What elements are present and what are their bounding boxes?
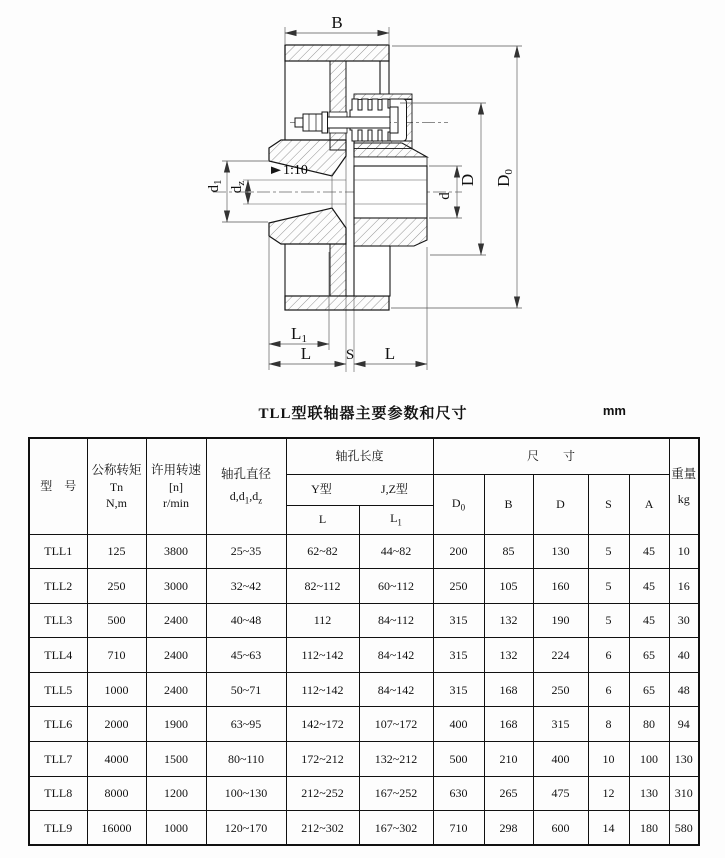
table-cell: 1900 [146, 707, 206, 742]
table-cell: 80 [629, 707, 669, 742]
header-torque-line3: N,m [106, 495, 127, 510]
table-cell: 50~71 [206, 672, 286, 707]
table-cell: 1500 [146, 742, 206, 777]
table-cell: 1000 [146, 811, 206, 846]
table-cell: 130 [669, 742, 699, 777]
header-dim-a: A [629, 474, 669, 534]
table-cell: 16 [669, 569, 699, 604]
table-cell: 112~142 [286, 672, 359, 707]
table-cell: 65 [629, 638, 669, 673]
table-row [29, 638, 699, 673]
table-cell: 82~112 [286, 569, 359, 604]
table-row [29, 672, 699, 707]
table-cell: 107~172 [359, 707, 433, 742]
header-speed-line3: r/min [163, 495, 189, 510]
header-weight [669, 438, 699, 534]
table-cell: 167~302 [359, 811, 433, 846]
bolt-end [295, 118, 303, 127]
table-cell: 84~142 [359, 672, 433, 707]
table-cell: 265 [484, 776, 533, 811]
table-cell: 315 [533, 707, 588, 742]
table-cell: 212~252 [286, 776, 359, 811]
table-cell: 400 [433, 707, 484, 742]
table-cell: 5 [588, 603, 629, 638]
table-cell: 210 [484, 742, 533, 777]
header-weight-line2: kg [677, 491, 690, 506]
table-cell: 190 [533, 603, 588, 638]
table-cell: 16000 [87, 811, 146, 846]
dim-label-d-bore: d [437, 192, 453, 200]
header-torque-line2: Tn [109, 479, 124, 494]
dim-label-dz: $d_z$ [229, 180, 247, 194]
dim-label-l-left: L [300, 344, 312, 363]
table-row [29, 534, 699, 569]
table-row [29, 707, 699, 742]
table-cell: 4000 [87, 742, 146, 777]
table-cell: 10 [588, 742, 629, 777]
header-speed [146, 438, 206, 534]
table-cell: 25~35 [206, 534, 286, 569]
table-cell: 475 [533, 776, 588, 811]
table-cell: 48 [669, 672, 699, 707]
table-row [29, 603, 699, 638]
table-cell: 6 [588, 638, 629, 673]
table-cell: 105 [484, 569, 533, 604]
header-bore-diameter-line2: $d,d_1,d_z$ [229, 489, 263, 506]
header-dim-d: D [533, 474, 588, 534]
table-cell: 100 [629, 742, 669, 777]
table-cell: 40 [669, 638, 699, 673]
table-cell: 500 [87, 603, 146, 638]
coupling-section-drawing [0, 0, 725, 398]
table-cell: 168 [484, 672, 533, 707]
table-cell: 250 [87, 569, 146, 604]
table-cell: 315 [433, 603, 484, 638]
table-cell: 250 [433, 569, 484, 604]
table-cell: 2400 [146, 603, 206, 638]
table-cell: 80~110 [206, 742, 286, 777]
table-row [29, 811, 699, 846]
table-cell: TLL3 [29, 603, 87, 638]
table-cell: 3000 [146, 569, 206, 604]
table-cell: 8000 [87, 776, 146, 811]
dim-label-l1: L1 [291, 324, 307, 345]
dim-label-d1: $d_1$ [206, 179, 224, 193]
header-row-1 [29, 438, 699, 474]
table-cell: 1200 [146, 776, 206, 811]
table-cell: 172~212 [286, 742, 359, 777]
table-cell: 132~212 [359, 742, 433, 777]
table-cell: 62~82 [286, 534, 359, 569]
table-caption-row [28, 402, 698, 426]
table-cell: 44~82 [359, 534, 433, 569]
header-speed-line1: 许用转速 [150, 462, 201, 477]
sleeve-cap [390, 99, 407, 141]
header-dim-b: B [484, 474, 533, 534]
table-cell: 3800 [146, 534, 206, 569]
table-cell: 84~112 [359, 603, 433, 638]
table-cell: 132 [484, 603, 533, 638]
table-cell: TLL2 [29, 569, 87, 604]
table-row [29, 569, 699, 604]
table-cell: 710 [433, 811, 484, 846]
table-cell: 112~142 [286, 638, 359, 673]
table-cell: 94 [669, 707, 699, 742]
header-bore-diameter [206, 438, 286, 534]
table-cell: 32~42 [206, 569, 286, 604]
table-cell: 130 [533, 534, 588, 569]
table-cell: 212~302 [286, 811, 359, 846]
header-bore-length: 轴孔长度 [286, 438, 433, 474]
header-len-l1: $L_1$ [359, 505, 433, 534]
table-cell: 580 [669, 811, 699, 846]
taper-arrow-icon [271, 167, 281, 175]
table-cell: 40~48 [206, 603, 286, 638]
dim-label-d-outer: D [458, 173, 477, 187]
header-model: 型 号 [29, 438, 87, 534]
table-cell: 130 [629, 776, 669, 811]
dim-label-l-right: L [384, 344, 396, 363]
table-cell: 45 [629, 569, 669, 604]
table-cell: 60~112 [359, 569, 433, 604]
header-speed-line2: [n] [169, 479, 183, 494]
table-cell: TLL8 [29, 776, 87, 811]
table-cell: 132 [484, 638, 533, 673]
table-unit: mm [602, 403, 626, 418]
header-bore-diameter-line1: 轴孔直径 [220, 466, 271, 481]
table-cell: TLL7 [29, 742, 87, 777]
header-dim-s: S [588, 474, 629, 534]
table-cell: 250 [533, 672, 588, 707]
header-bore-types [286, 474, 433, 505]
header-torque [87, 438, 146, 534]
table-cell: 12 [588, 776, 629, 811]
table-cell: 45 [629, 603, 669, 638]
table-cell: 30 [669, 603, 699, 638]
table-cell: 84~142 [359, 638, 433, 673]
header-type-y: Y型 [311, 482, 332, 497]
taper-label: 1:10 [283, 163, 308, 178]
left-flange-web [330, 61, 346, 296]
header-dimensions: 尺 寸 [433, 438, 669, 474]
table-cell: 500 [433, 742, 484, 777]
bolt-shank [327, 117, 390, 128]
table-cell: 310 [669, 776, 699, 811]
table-cell: 2400 [146, 638, 206, 673]
bolt-washer [322, 112, 328, 133]
table-cell: 120~170 [206, 811, 286, 846]
table-cell: 85 [484, 534, 533, 569]
table-cell: 14 [588, 811, 629, 846]
bolt-hex-head [303, 114, 322, 131]
dim-label-d0: D0 [494, 169, 515, 187]
table-cell: 112 [286, 603, 359, 638]
table-cell: 630 [433, 776, 484, 811]
table-row [29, 742, 699, 777]
table-cell: 100~130 [206, 776, 286, 811]
table-cell: 8 [588, 707, 629, 742]
table-cell: TLL6 [29, 707, 87, 742]
table-cell: 200 [433, 534, 484, 569]
dim-label-b: B [331, 13, 343, 32]
table-cell: 5 [588, 569, 629, 604]
table-cell: 6 [588, 672, 629, 707]
table-cell: 125 [87, 534, 146, 569]
right-hub [354, 143, 427, 296]
table-cell: TLL5 [29, 672, 87, 707]
table-cell: TLL1 [29, 534, 87, 569]
table-cell: 160 [533, 569, 588, 604]
table-cell: 180 [629, 811, 669, 846]
header-type-jz: J,Z型 [380, 482, 408, 497]
header-len-l: L [286, 505, 359, 534]
table-cell: TLL4 [29, 638, 87, 673]
table-cell: TLL9 [29, 811, 87, 846]
table-cell: 167~252 [359, 776, 433, 811]
header-weight-line1: 重量 [671, 466, 697, 481]
table-cell: 315 [433, 672, 484, 707]
table-title: TLL型联轴器主要参数和尺寸 [258, 406, 468, 422]
table-cell: 2000 [87, 707, 146, 742]
header-torque-line1: 公称转矩 [91, 462, 142, 477]
table-cell: 224 [533, 638, 588, 673]
header-dim-d0: $D_0$ [433, 474, 484, 534]
table-cell: 5 [588, 534, 629, 569]
parameters-table [28, 437, 700, 846]
table-cell: 142~172 [286, 707, 359, 742]
table-cell: 315 [433, 638, 484, 673]
table-cell: 2400 [146, 672, 206, 707]
table-cell: 400 [533, 742, 588, 777]
table-cell: 65 [629, 672, 669, 707]
table-cell: 45~63 [206, 638, 286, 673]
table-cell: 1000 [87, 672, 146, 707]
dim-label-s: S [345, 347, 355, 363]
table-cell: 168 [484, 707, 533, 742]
table-cell: 298 [484, 811, 533, 846]
table-row [29, 776, 699, 811]
table-cell: 710 [87, 638, 146, 673]
table-cell: 45 [629, 534, 669, 569]
table-cell: 600 [533, 811, 588, 846]
table-cell: 10 [669, 534, 699, 569]
table-cell: 63~95 [206, 707, 286, 742]
